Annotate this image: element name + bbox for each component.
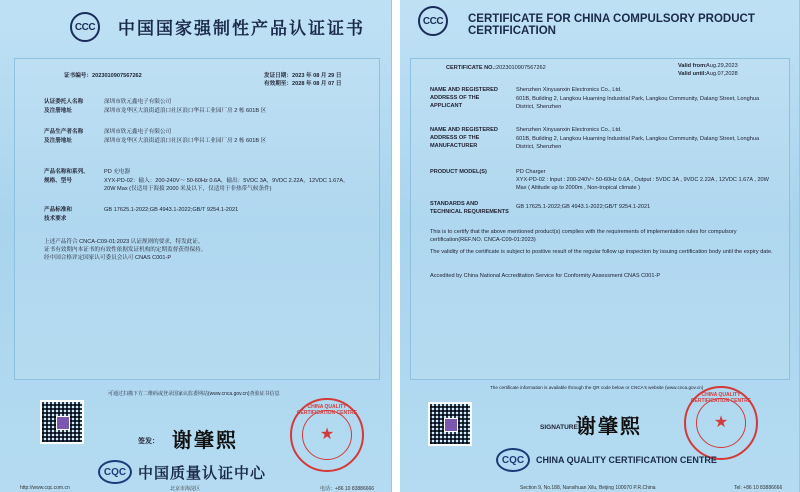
cn-cert-no: 2023010907567262 [92,73,142,79]
cn-footer-tel: 电话：+86 10 83886666 [320,486,375,492]
cn-applicant-name: 深圳市欣元鑫电子有限公司 [104,99,172,105]
cn-footer-addr: 北京市海淀区 [170,486,201,492]
en-manufacturer-name: Shenzhen Xinyuanxin Electronics Co., Ltd. [516,127,622,133]
en-standard-label: STANDARDS AND TECHNICAL REQUIREMENTS [430,201,509,215]
seal-star-icon: ★ [319,426,335,443]
cn-product-label: 产品名称和系列、 [44,169,89,175]
en-manufacturer-label: NAME AND REGISTERED ADDRESS OF THE MANUFACTURER [430,127,498,149]
en-standards: GB 17625.1-2022;GB 4943.1-2022;GB/T 9254.1-2021 [516,204,651,210]
en-applicant-addr: 601B, Building 2, Langkou Huarning Industrial Park, Langkou Community, Dalang Street, Longhua District, Shenzhen [516,96,760,110]
cn-issue-date: 2023 年 08 月 29 日 [292,73,342,79]
en-product-name: PD Charger [516,169,546,175]
cn-product-spec-2: 20W Max (仅适用于海拔 2000 米及以下，仅适用于非热带气候条件) [104,186,272,192]
en-signature: 谢肇熙 [576,414,642,438]
en-manufacturer-addr: 601B, Building 2, Langkou Huarning Industrial Park, Langkou Community, Dalang Street, Longhua District, Shenzhen [516,136,760,150]
cn-verify-text: 可通过扫描下方二维码或登录国家认监委网站(www.cnca.gov.cn)查验证书信息 [108,391,280,397]
cn-footer-url: http://www.cqc.com.cn [20,485,70,491]
cn-standard-label: 产品标准和 [44,207,72,213]
cn-centre-name: 中国质量认证中心 [138,464,267,482]
en-valid-until-label: Valid until: [678,71,707,77]
cn-manufacturer-addr: 深圳市龙华区大浪街道浪口社区浪口华昌工业园厂房 2 栋 601B 区 [104,138,267,144]
en-statement-3: Accedited by China National Accreditation Service for Conformity Assessment CNAS C001-P [430,273,661,279]
cn-applicant-label: 认证委托人名称 [44,99,84,105]
en-ccc-mark-icon: CCC [418,6,448,36]
en-cqc-logo-icon: CQC [496,448,530,472]
cn-applicant-label-2: 及注册地址 [44,108,72,114]
en-valid-from: Aug.29,2023 [706,63,738,69]
en-valid-until: Aug.07,2028 [706,71,738,77]
cn-expiry-label: 有效期至： [264,81,292,87]
en-footer-addr: Section 9, No.188, Nansihuan Xilu, Beijing 100070 P.R.China [520,485,656,491]
cn-cert-no-label: 证书编号： [64,73,92,79]
cn-certificate [0,0,392,492]
en-valid-from-label: Valid from: [678,63,707,69]
cn-product-spec: XYX-PD-02：输入：200-240V～ 50-60Hz 0.6A，输出：5VDC 3A，9VDC 2.22A，12VDC 1.67A， [104,178,349,184]
en-product-label: PRODUCT MODEL(S) [430,169,487,175]
en-applicant-name: Shenzhen Xinyuanxin Electronics Co., Ltd. [516,87,622,93]
ccc-mark-icon: CCC [70,12,100,42]
cn-standard-label-2: 技术要求 [44,216,67,222]
en-statement-2: The validity of the certificate is subject to positive result of the regular follow up inspection by issuing certification body until the expiry date. [430,249,773,255]
cn-signature: 谢肇熙 [172,428,238,452]
en-seal-text: CHINA QUALITY CERTIFICATION CENTRE [690,392,752,404]
cn-cqc-logo-icon: CQC [98,460,132,484]
en-qr-code[interactable] [428,402,472,446]
cn-title: 中国国家强制性产品认证证书 [118,19,365,39]
cn-issue-label: 发证日期： [264,73,292,79]
cn-statement-2: 证书有效期内本证书的有效性依据发证机构的定期监督获得保持。 [44,247,207,253]
en-centre-name: CHINA QUALITY CERTIFICATION CENTRE [536,455,717,465]
en-certificate [400,0,800,492]
en-sign-label: SIGNATURE: [540,424,580,431]
cn-seal-text: CHINA QUALITY CERTIFICATION CENTRE [296,404,358,416]
cn-product-name: PD 充电器 [104,169,131,175]
en-seal-star-icon: ★ [713,414,729,431]
cn-expiry-date: 2028 年 08 月 07 日 [292,81,342,87]
en-product-spec: XYX-PD-02 : Input : 200-240V~ 50-60Hz 0.6A , Output : 5VDC 3A , 9VDC 2.22A , 12VDC 1.67A , 20W Max ( Altitude up to 2000m , Non-tropical climate ) [516,177,769,191]
en-cert-no-label: CERTIFICATE NO.: [446,65,496,71]
en-verify-text: The certificate information is available through the QR code below or CNCA's website (www.cnca.gov.cn) [490,385,704,390]
cn-statement-3: 经中国合格评定国家认可委员会认可 CNAS C001-P [44,255,172,261]
cn-sign-label: 签发： [138,438,159,445]
en-applicant-label: NAME AND REGISTERED ADDRESS OF THE APPLICANT [430,87,498,109]
en-footer-tel: Tel: +86 10 83886666 [734,485,783,491]
cn-statement-1: 上述产品符合 CNCA-C09-01:2023 认证规则的要求，特发此证。 [44,239,204,245]
cn-manufacturer-label: 产品生产者名称 [44,129,84,135]
en-official-seal [684,386,758,460]
cn-qr-code[interactable] [40,400,84,444]
cn-standards: GB 17625.1-2022;GB 4943.1-2022;GB/T 9254.1-2021 [104,207,239,213]
en-statement-1: This is to certify that the above mentioned product(s) complies with the requirements of implementation rules for compulsory certification(REF.NO. CNCA-C09-01:2023) [430,229,737,243]
cn-manufacturer-label-2: 及注册地址 [44,138,72,144]
en-title: CERTIFICATE FOR CHINA COMPULSORY PRODUCT CERTIFICATION [468,13,755,37]
cn-applicant-addr: 深圳市龙华区大浪街道浪口社区浪口华昌工业园厂房 2 栋 601B 区 [104,108,267,114]
cn-official-seal [290,398,364,472]
en-cert-no: 2023010907567262 [496,65,546,71]
cn-manufacturer-name: 深圳市欣元鑫电子有限公司 [104,129,172,135]
cn-header [0,0,391,58]
cn-product-label-2: 规格、型号 [44,178,72,184]
